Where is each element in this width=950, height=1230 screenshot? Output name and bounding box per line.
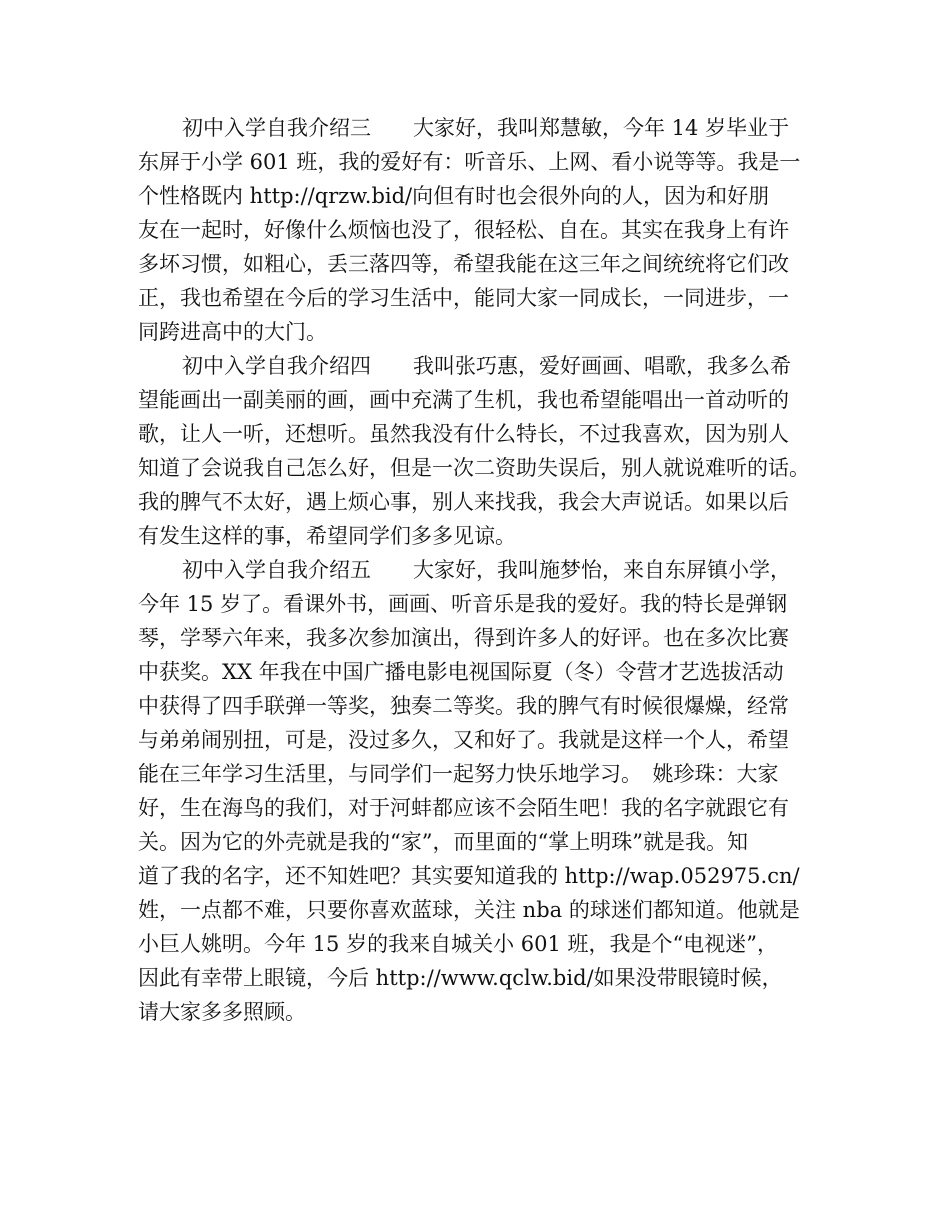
paragraph-5-heading-line: 初中入学自我介绍五 大家好，我叫施梦怡，来自东屏镇小学，: [182, 558, 791, 582]
paragraph-line: 道了我的名字，还不知姓吧？其实要知道我的 http://wap.052975.cn/: [138, 864, 800, 888]
paragraph-line: 因此有幸带上眼镜，今后 http://www.qclw.bid/如果没带眼镜时候，: [138, 966, 783, 990]
paragraph-line: 请大家多多照顾。: [138, 1000, 306, 1024]
paragraph-line: 多坏习惯，如粗心，丢三落四等，希望我能在这三年之间统统将它们改: [138, 252, 789, 276]
paragraph-line: 个性格既内 http://qrzw.bid/向但有时也会很外向的人，因为和好朋: [138, 184, 770, 208]
paragraph-line: 同跨进高中的大门。: [138, 320, 327, 344]
paragraph-line: 中获奖。XX 年我在中国广播电影电视国际夏（冬）令营才艺选拔活动: [138, 660, 784, 684]
paragraph-line: 关。因为它的外壳就是我的“家”，而里面的“掌上明珠”就是我。知: [138, 830, 748, 854]
paragraph-4-heading-line: 初中入学自我介绍四 我叫张巧惠，爱好画画、唱歌，我多么希: [182, 354, 791, 378]
paragraph-line: 与弟弟闹别扭，可是，没过多久，又和好了。我就是这样一个人，希望: [138, 728, 789, 752]
document-body: [138, 111, 818, 1029]
paragraph-line: 小巨人姚明。今年 15 岁的我来自城关小 601 班，我是个“电视迷”，: [138, 932, 778, 956]
paragraph-3-heading-line: 初中入学自我介绍三 大家好，我叫郑慧敏，今年 14 岁毕业于: [182, 116, 790, 140]
paragraph-line: 能在三年学习生活里，与同学们一起努力快乐地学习。 姚珍珠：大家: [138, 762, 779, 786]
paragraph-line: 知道了会说我自己怎么好，但是一次二资助失误后，别人就说难听的话。: [138, 456, 810, 480]
paragraph-line: 有发生这样的事，希望同学们多多见谅。: [138, 524, 516, 548]
paragraph-line: 歌，让人一听，还想听。虽然我没有什么特长，不过我喜欢，因为别人: [138, 422, 789, 446]
paragraph-line: 友在一起时，好像什么烦恼也没了，很轻松、自在。其实在我身上有许: [138, 218, 789, 242]
paragraph-line: 正，我也希望在今后的学习生活中，能同大家一同成长，一同进步，一: [138, 286, 789, 310]
paragraph-line: 今年 15 岁了。看课外书，画画、听音乐是我的爱好。我的特长是弹钢: [138, 592, 788, 616]
paragraph-line: 东屏于小学 601 班，我的爱好有：听音乐、上网、看小说等等。我是一: [138, 150, 801, 174]
paragraph-line: 姓，一点都不难，只要你喜欢蓝球，关注 nba 的球迷们都知道。他就是: [138, 898, 800, 922]
paragraph-line: 望能画出一副美丽的画，画中充满了生机，我也希望能唱出一首动听的: [138, 388, 789, 412]
paragraph-line: 中获得了四手联弹一等奖，独奏二等奖。我的脾气有时候很爆燥，经常: [138, 694, 789, 718]
paragraph-line: 好，生在海鸟的我们，对于河蚌都应该不会陌生吧！我的名字就跟它有: [138, 796, 789, 820]
paragraph-line: 我的脾气不太好，遇上烦心事，别人来找我，我会大声说话。如果以后: [138, 490, 789, 514]
paragraph-line: 琴，学琴六年来，我多次参加演出，得到许多人的好评。也在多次比赛: [138, 626, 789, 650]
